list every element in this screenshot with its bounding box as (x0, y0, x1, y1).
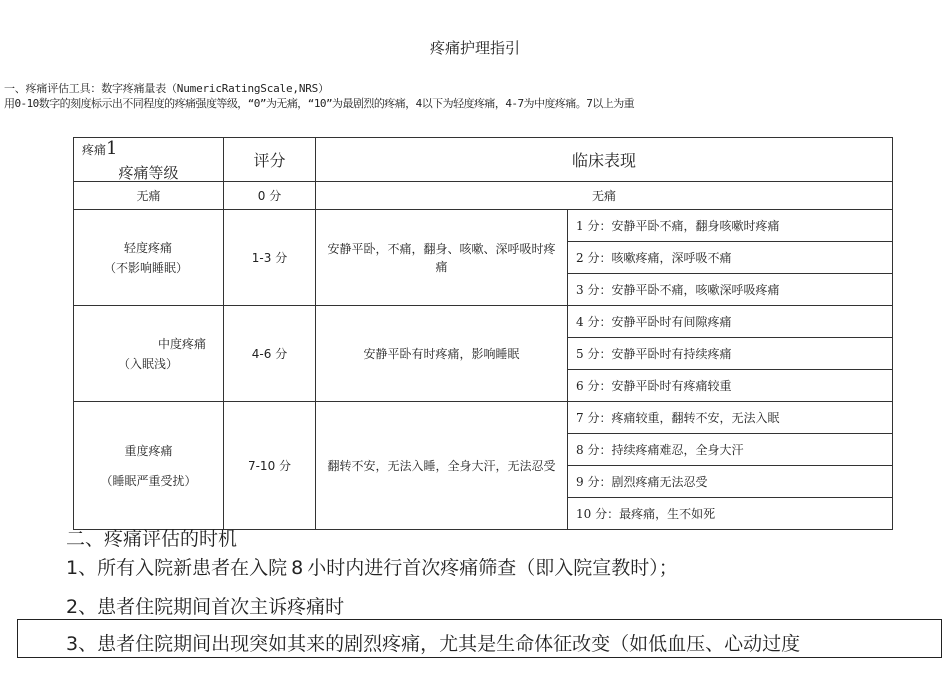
header-score: 评分 (224, 138, 316, 182)
table-header-row (74, 138, 893, 182)
page-title: 疼痛护理指引 (429, 39, 520, 57)
timing-item-3-box (17, 619, 942, 658)
desc-moderate: 安静平卧有时疼痛，影响睡眠 (316, 306, 568, 402)
timing-item-1: 1、所有入院新患者在入院 8 小时内进行首次疼痛筛查（即入院宣教时）； (66, 557, 678, 579)
level-6: 6 分：安静平卧时有疼痛较重 (568, 370, 893, 402)
header-grade-cell (74, 138, 224, 182)
level-8: 8 分：持续疼痛难忍，全身大汗 (568, 434, 893, 466)
score-mild: 1-3 分 (224, 210, 316, 306)
header-clinical: 临床表现 (316, 138, 893, 182)
pain-scale-table (73, 137, 893, 530)
grade-severe: 重度疼痛 （睡眠严重受扰） (74, 402, 224, 530)
clinical-none: 无痛 (316, 182, 893, 210)
level-5: 5 分：安静平卧时有持续疼痛 (568, 338, 893, 370)
table-row-none (74, 182, 893, 210)
score-moderate: 4-6 分 (224, 306, 316, 402)
level-3: 3 分：安静平卧不痛，咳嗽深呼吸疼痛 (568, 274, 893, 306)
grade-moderate: 中度疼痛 （入眠浅） (74, 306, 224, 402)
table-row-mild (74, 210, 893, 242)
desc-mild: 安静平卧，不痛，翻身、咳嗽、深呼吸时疼痛 (316, 210, 568, 306)
level-9: 9 分：剧烈疼痛无法忍受 (568, 466, 893, 498)
section1-description: 用0-10数字的刻度标示出不同程度的疼痛强度等级，“0”为无痛，“10”为最剧烈的疼痛，4以下为轻度疼痛，4-7为中度疼痛。7以上为重 (4, 97, 635, 110)
level-4: 4 分：安静平卧时有间隙疼痛 (568, 306, 893, 338)
section2-heading: 二、疼痛评估的时机 (66, 528, 238, 550)
timing-item-3: 3、患者住院期间出现突如其来的剧烈疼痛，尤其是生命体征改变（如低血压、心动过度 (66, 633, 801, 655)
score-severe: 7-10 分 (224, 402, 316, 530)
header-grade-label: 疼痛等级 (118, 164, 179, 182)
level-10: 10 分：最疼痛，生不如死 (568, 498, 893, 530)
table-row-moderate (74, 306, 893, 338)
level-1: 1 分：安静平卧不痛，翻身咳嗽时疼痛 (568, 210, 893, 242)
timing-item-2: 2、患者住院期间首次主诉疼痛时 (66, 596, 345, 618)
level-2: 2 分：咳嗽疼痛，深呼吸不痛 (568, 242, 893, 274)
level-7: 7 分：疼痛较重，翻转不安，无法入眠 (568, 402, 893, 434)
header-corner-label: 疼痛1 (82, 138, 118, 159)
table-row-severe (74, 402, 893, 434)
score-none: 0 分 (224, 182, 316, 210)
grade-none: 无痛 (74, 182, 224, 210)
desc-severe: 翻转不安，无法入睡，全身大汗，无法忍受 (316, 402, 568, 530)
section1-heading: 一、疼痛评估工具：数字疼痛量表（NumericRatingScale,NRS） (4, 82, 329, 95)
grade-mild: 轻度疼痛 （不影响睡眠） (74, 210, 224, 306)
